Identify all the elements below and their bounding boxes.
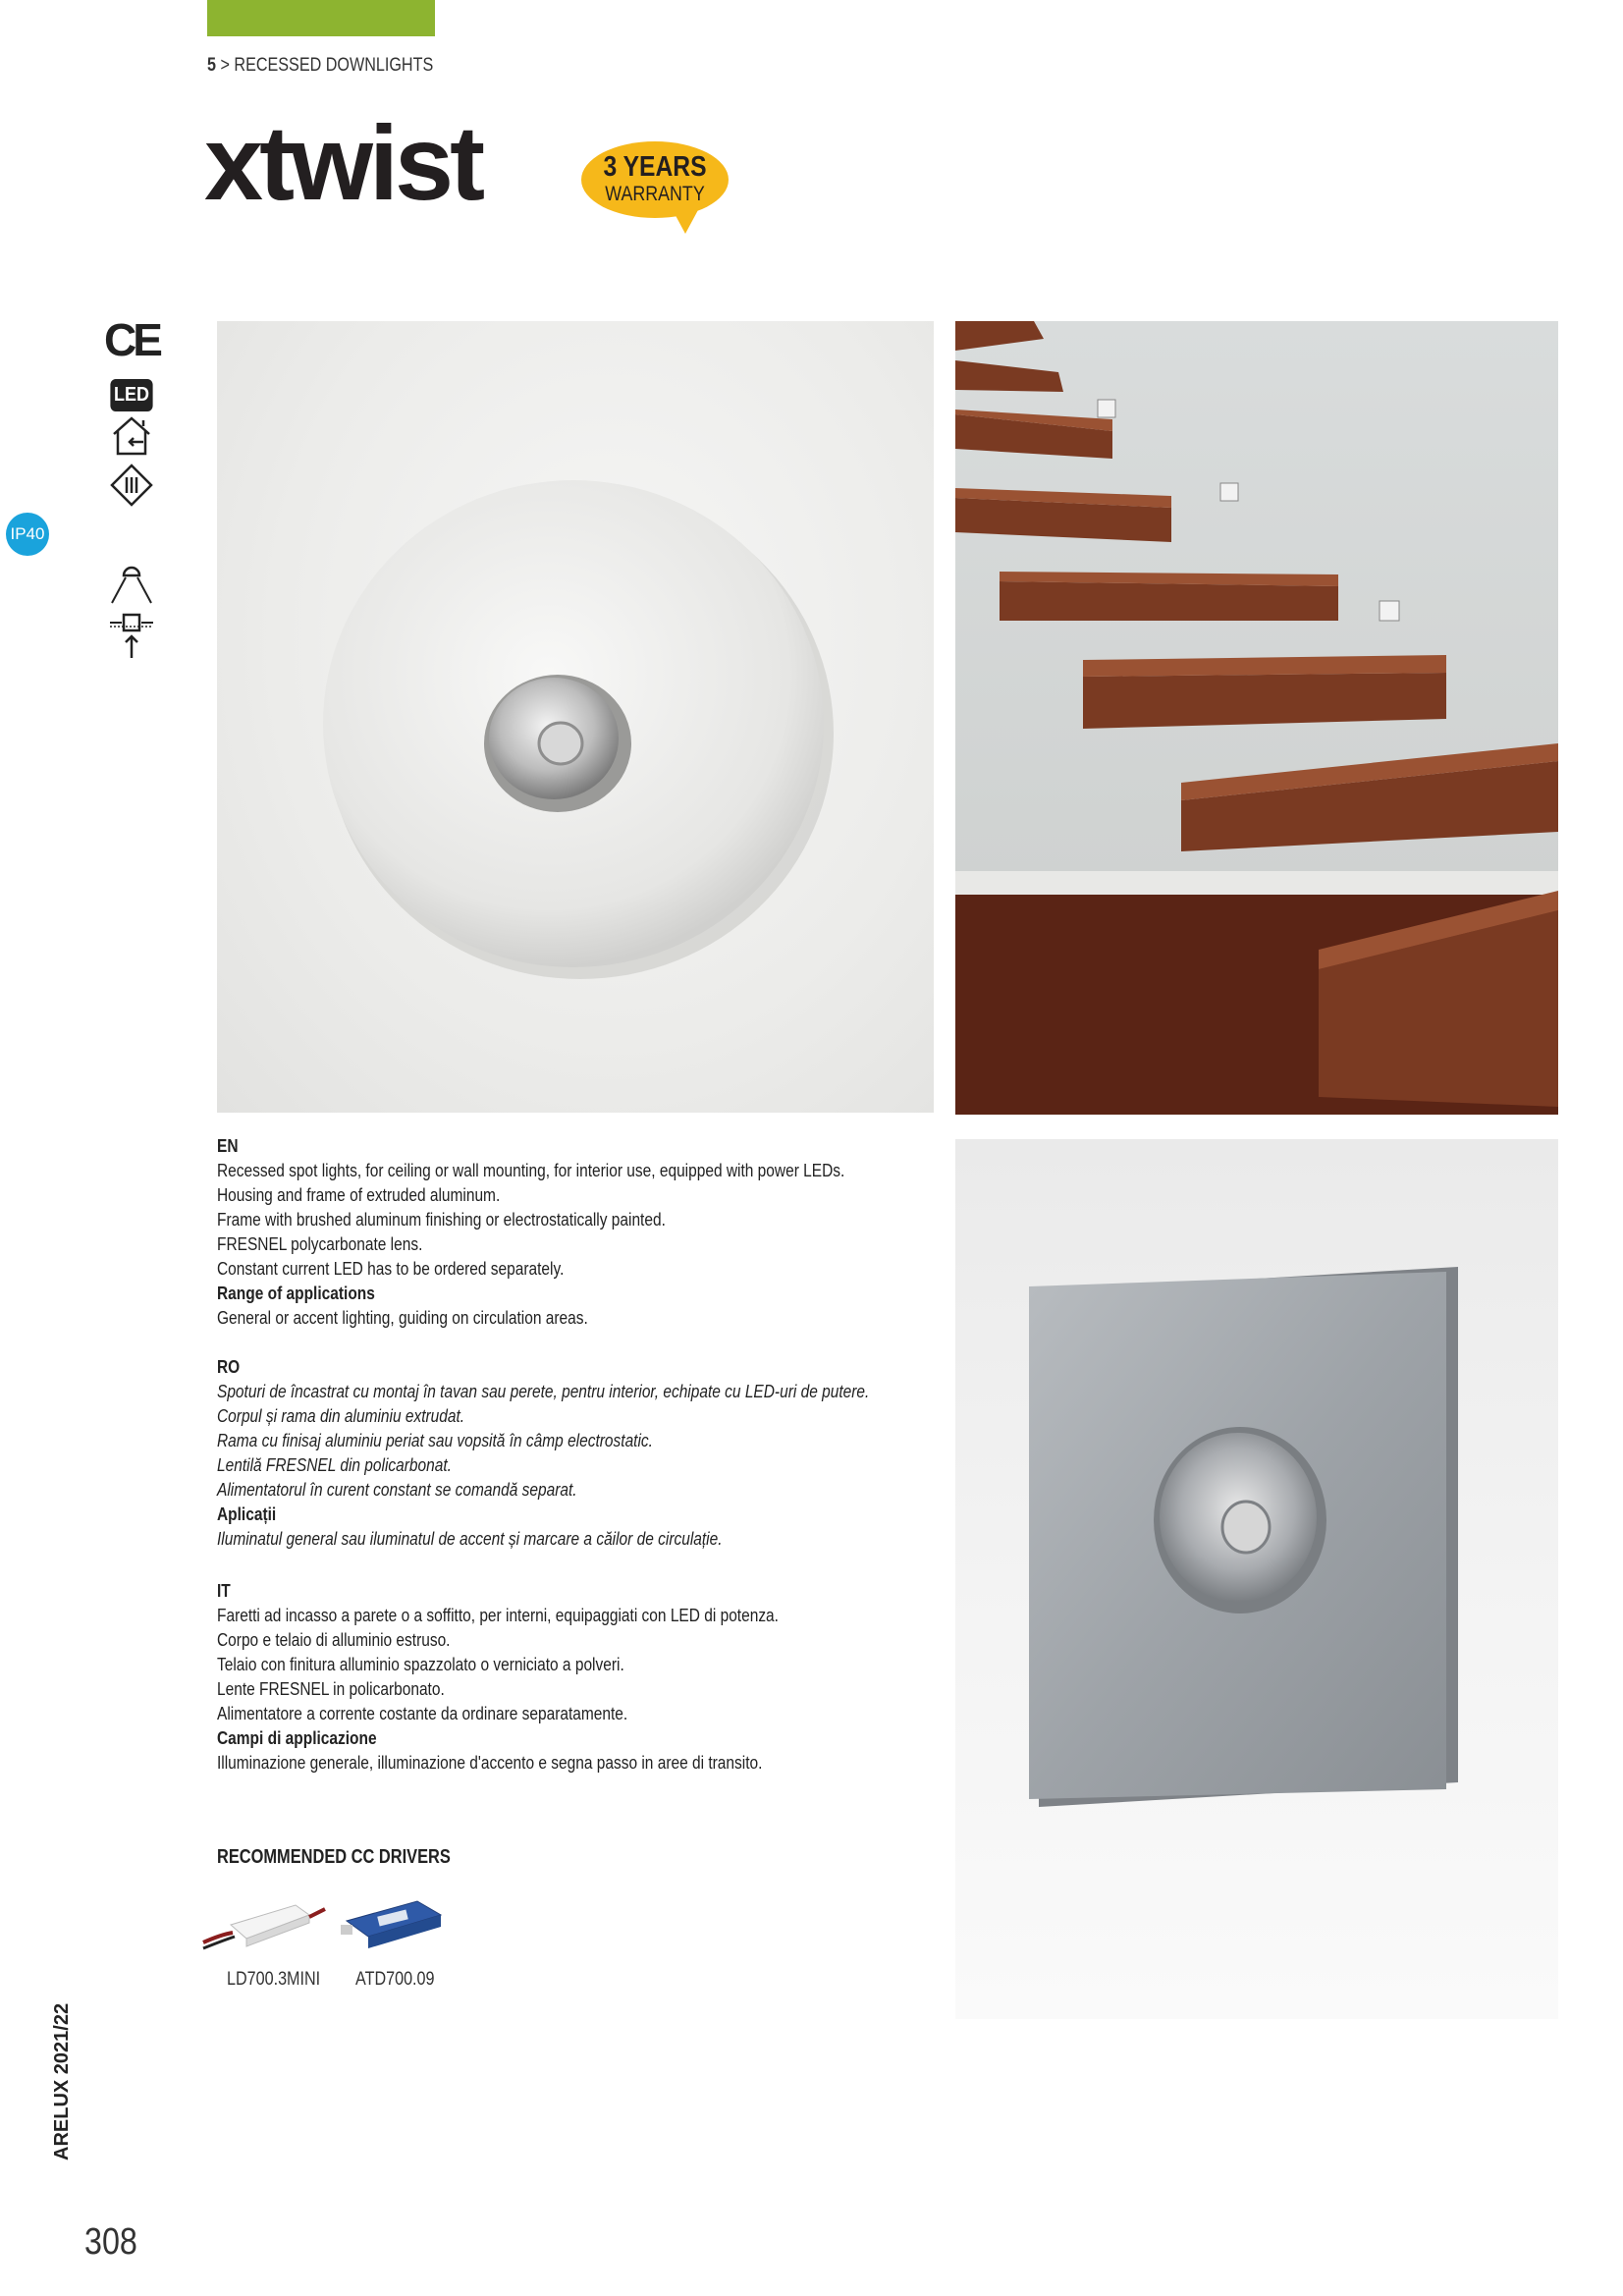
top-accent-bar [207, 0, 435, 36]
beam-angle-icon [106, 562, 157, 609]
lang-heading-ro: RO [217, 1357, 241, 1377]
warranty-label: WARRANTY [605, 183, 705, 205]
ro-line: Rama cu finisaj aluminiu periat sau vopsită în câmp electrostatic. [217, 1431, 653, 1450]
it-line: Telaio con finitura alluminio spazzolato o verniciato a polveri. [217, 1655, 624, 1674]
breadcrumb-separator: > [220, 55, 230, 76]
staircase-image [955, 321, 1558, 1115]
en-line: Recessed spot lights, for ceiling or wall mounting, for interior use, equipped with power LEDs. [217, 1161, 845, 1180]
application-photo-stairs [955, 321, 1558, 1115]
it-line: Corpo e telaio di alluminio estruso. [217, 1630, 451, 1650]
range-title-en: Range of applications [217, 1284, 375, 1303]
breadcrumb [207, 55, 433, 77]
ro-line: Lentilă FRESNEL din policarbonat. [217, 1455, 452, 1475]
ro-line: Spoturi de încastrat cu montaj în tavan sau perete, pentru interior, echipate cu LED-uri de putere. [217, 1382, 870, 1401]
ce-mark-icon: CE [104, 314, 159, 365]
product-title: xtwist [204, 103, 482, 222]
section-number: 5 [207, 55, 216, 76]
range-text-ro: Iluminatul general sau iluminatul de accent și marcare a căilor de circulație. [217, 1529, 723, 1549]
it-line: Alimentatore a corrente costante da ordinare separatamente. [217, 1704, 628, 1723]
en-line: Constant current LED has to be ordered separately. [217, 1259, 565, 1279]
driver-image-ld700 [201, 1886, 327, 1956]
it-line: Lente FRESNEL in policarbonato. [217, 1679, 445, 1699]
description-en [217, 1134, 944, 1331]
drivers-title: RECOMMENDED CC DRIVERS [217, 1846, 451, 1868]
led-icon [106, 371, 157, 418]
driver-label-atd700: ATD700.09 [355, 1969, 435, 1990]
class-three-icon [106, 462, 157, 509]
range-text-en: General or accent lighting, guiding on circulation areas. [217, 1308, 588, 1328]
range-text-it: Illuminazione generale, illuminazione d'accento e segna passo in aree di transito. [217, 1753, 763, 1773]
recessed-mount-icon [106, 609, 157, 660]
warranty-badge-tail [672, 208, 699, 234]
indoor-use-icon [106, 412, 157, 460]
section-name: RECESSED DOWNLIGHTS [234, 55, 434, 76]
lang-heading-en: EN [217, 1136, 239, 1156]
description-it [217, 1579, 944, 1776]
led-icon-label: LED [110, 379, 152, 411]
it-line: Faretti ad incasso a parete o a soffitto, per interni, equipaggiati con LED di potenza. [217, 1606, 779, 1625]
range-title-it: Campi di applicazione [217, 1728, 377, 1748]
driver-label-ld700: LD700.3MINI [227, 1969, 321, 1990]
ip-rating-icon: IP40 [6, 513, 49, 556]
page-number: 308 [84, 2221, 137, 2263]
warranty-badge [581, 141, 729, 238]
lang-heading-it: IT [217, 1581, 231, 1601]
round-downlight-image [217, 321, 934, 1113]
en-line: Housing and frame of extruded aluminum. [217, 1185, 501, 1205]
product-photo-round [217, 321, 934, 1113]
en-line: Frame with brushed aluminum finishing or electrostatically painted. [217, 1210, 666, 1230]
ro-line: Alimentatorul în curent constant se comandă separat. [217, 1480, 577, 1500]
warranty-years: 3 YEARS [603, 151, 707, 183]
catalog-label: ARELUX 2021/22 [51, 2002, 73, 2160]
ro-line: Corpul și rama din aluminiu extrudat. [217, 1406, 465, 1426]
en-line: FRESNEL polycarbonate lens. [217, 1234, 423, 1254]
square-downlight-image [955, 1139, 1558, 2019]
range-title-ro: Aplicații [217, 1504, 277, 1524]
description-ro [217, 1355, 944, 1552]
driver-image-atd700 [339, 1886, 452, 1956]
product-photo-square [955, 1139, 1558, 2019]
